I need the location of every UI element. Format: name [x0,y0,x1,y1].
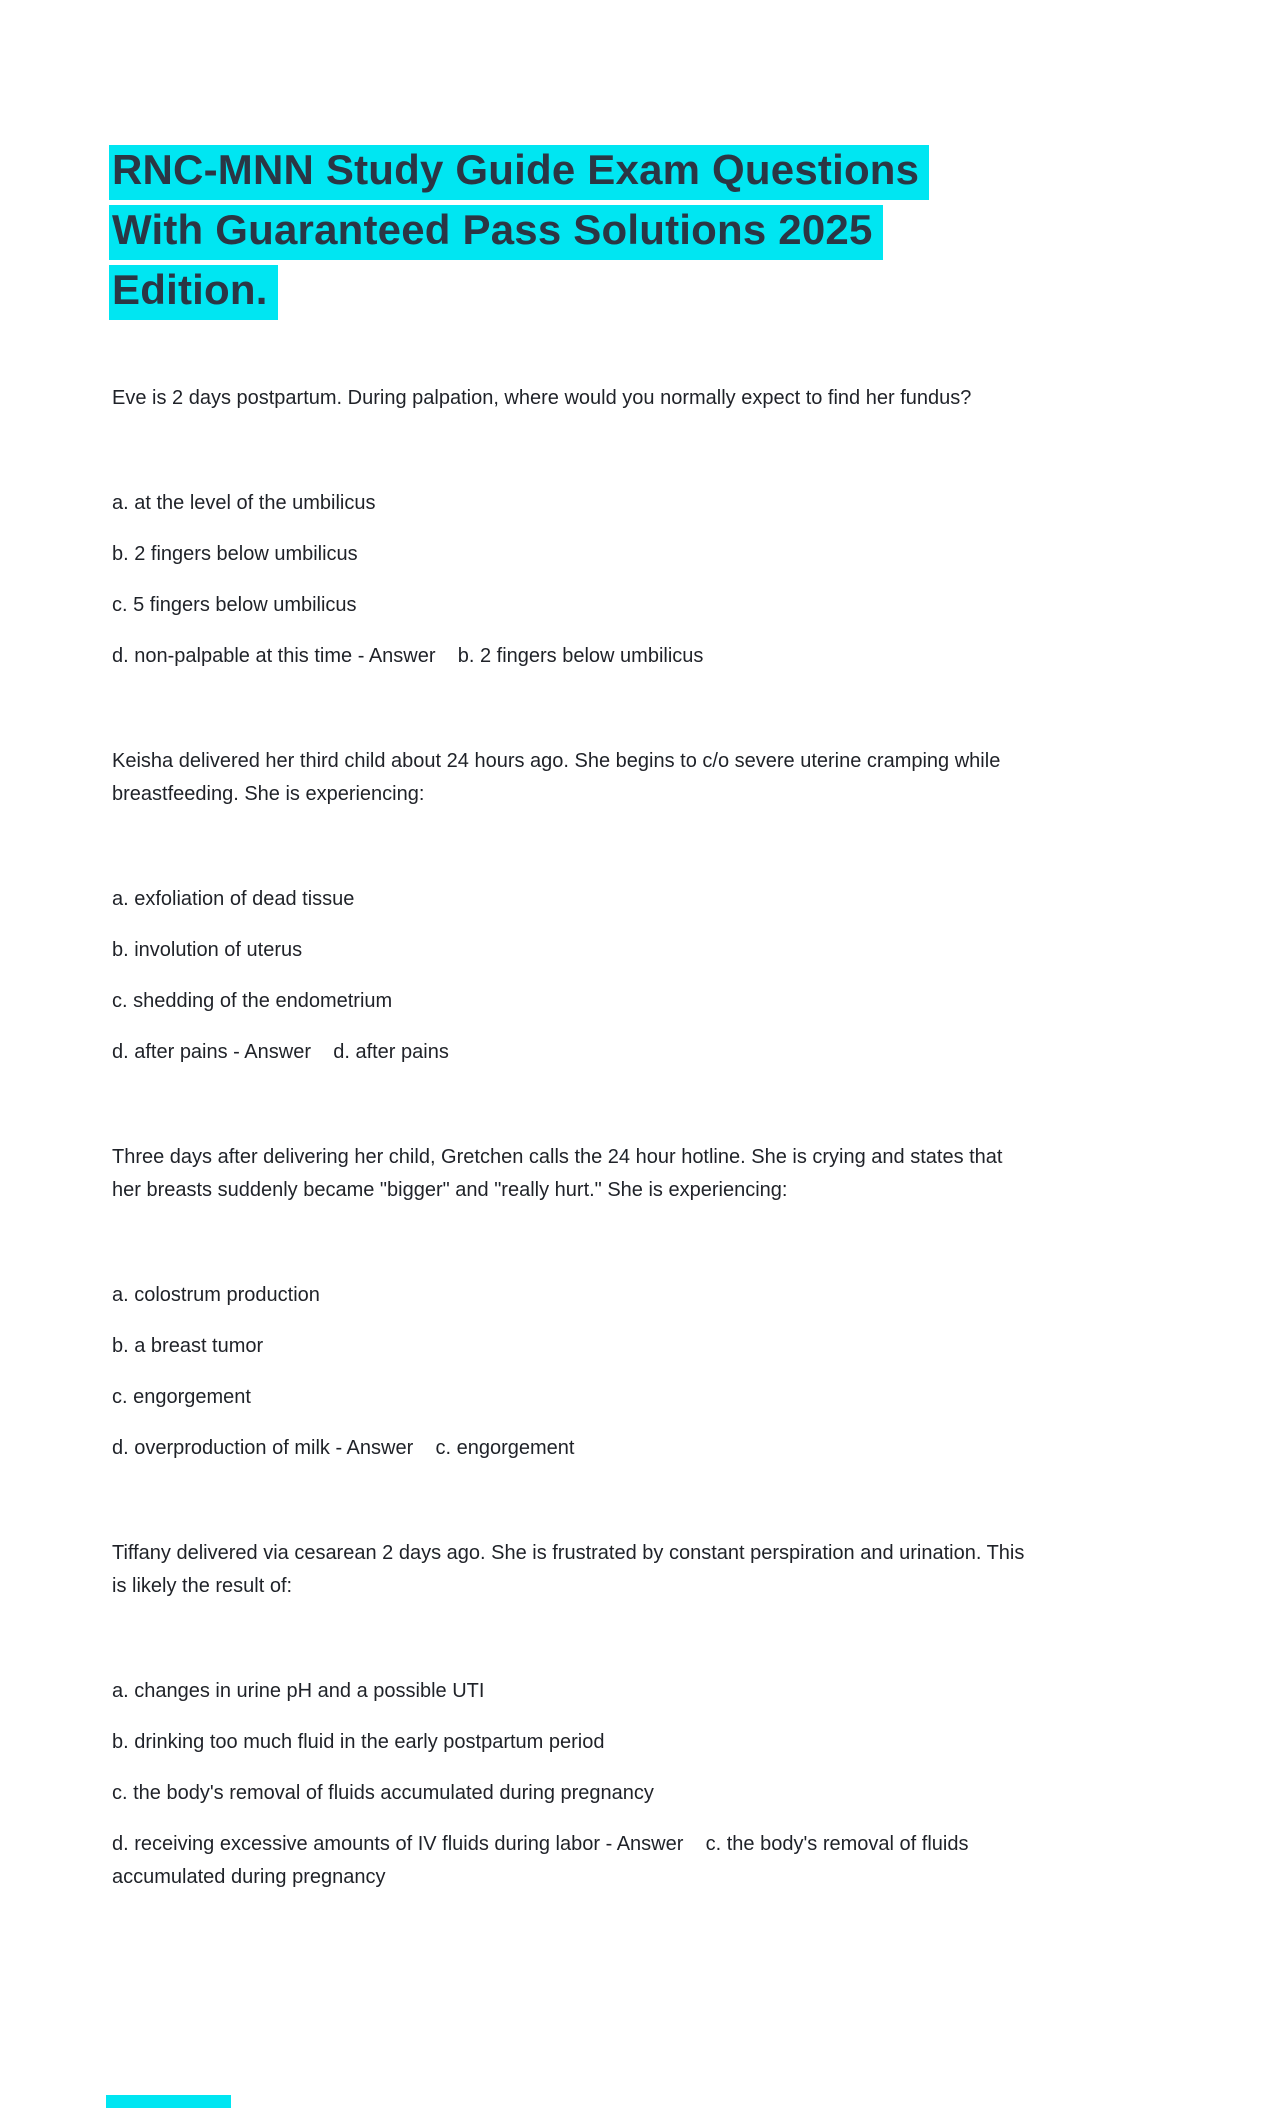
option-b: b. 2 fingers below umbilicus [112,543,358,565]
option-c: c. 5 fingers below umbilicus [112,594,357,616]
question-block-1 [112,382,1032,673]
question-block-4 [112,1537,1032,1894]
option-b: b. drinking too much fluid in the early postpartum period [112,1731,605,1753]
option-c: c. shedding of the endometrium [112,990,393,1012]
document-content [112,0,1032,1894]
option-d-with-answer: d. non-palpable at this time - Answer b. 2 fingers below umbilicus [112,645,704,667]
option-c: c. engorgement [112,1386,251,1408]
document-title [112,140,1032,320]
option-d-with-answer: d. overproduction of milk - Answer c. engorgement [112,1437,575,1459]
option-a: a. exfoliation of dead tissue [112,888,355,910]
title-highlight-line: RNC-MNN Study Guide Exam Questions [109,145,929,200]
option-d-with-answer: d. receiving excessive amounts of IV fluids during labor - Answer c. the body's removal of fluids accumulated during pregnancy [112,1833,975,1888]
option-a: a. at the level of the umbilicus [112,492,376,514]
option-c: c. the body's removal of fluids accumulated during pregnancy [112,1782,654,1804]
option-a: a. changes in urine pH and a possible UTI [112,1680,485,1702]
option-d-with-answer: d. after pains - Answer d. after pains [112,1041,449,1063]
question-block-2 [112,745,1032,1069]
question-text: Tiffany delivered via cesarean 2 days ago. She is frustrated by constant perspiration and urination. This is likely the result of: [112,1542,1030,1597]
title-highlight-line: With Guaranteed Pass Solutions 2025 [109,205,883,260]
question-text: Keisha delivered her third child about 24 hours ago. She begins to c/o severe uterine cramping while breastfeeding. She is experiencing: [112,750,1006,805]
option-a: a. colostrum production [112,1284,320,1306]
option-b: b. involution of uterus [112,939,303,961]
next-page-title-highlight-sliver [106,2095,231,2108]
title-highlight-line: Edition. [109,265,278,320]
question-text: Eve is 2 days postpartum. During palpation, where would you normally expect to find her fundus? [112,387,972,409]
question-text: Three days after delivering her child, Gretchen calls the 24 hour hotline. She is crying and states that her breasts suddenly became "bigger" and "really hurt." She is experiencing: [112,1146,1009,1201]
question-block-3 [112,1141,1032,1465]
option-b: b. a breast tumor [112,1335,264,1357]
